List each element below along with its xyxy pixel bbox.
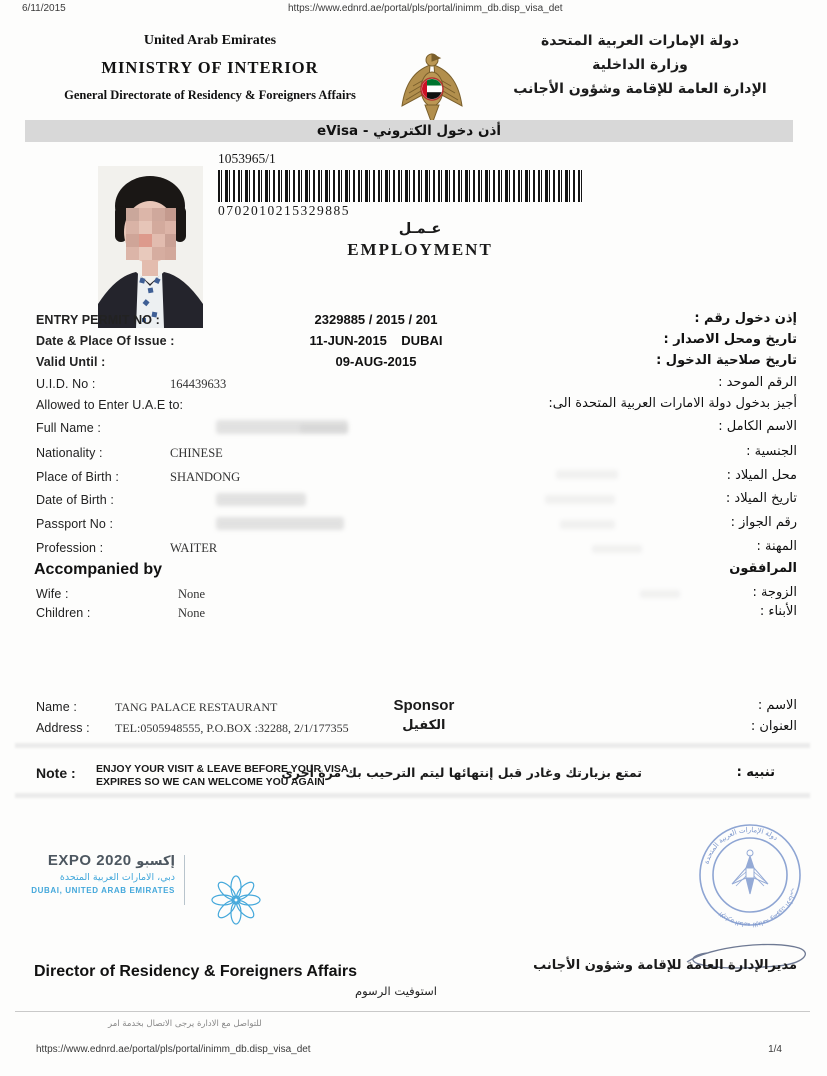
header-english bbox=[30, 33, 390, 103]
issue-date-value: 11-JUN-2015 DUBAI bbox=[309, 333, 443, 348]
expo-title-ar: إكسبو bbox=[136, 854, 175, 869]
fees-collected-note: استوفيت الرسوم bbox=[355, 984, 437, 998]
print-url-bottom: https://www.ednrd.ae/portal/pls/portal/inimm_db.disp_visa_det bbox=[36, 1044, 311, 1055]
profession-label: Profession : bbox=[36, 541, 104, 555]
passport-no-label-ar: رقم الجواز : bbox=[730, 515, 797, 530]
director-title-ar: مديرالإدارة العامة للإقامة وشؤون الأجانب bbox=[533, 958, 797, 973]
note-text-line1: ENJOY YOUR VISIT & LEAVE BEFORE YOUR VISA bbox=[96, 763, 349, 775]
uid-label: U.I.D. No : bbox=[36, 377, 96, 391]
entry-permit-label-ar: إذن دخول رقم : bbox=[694, 311, 797, 326]
pixelated-face bbox=[126, 208, 176, 260]
note-text-line2: EXPIRES SO WE CAN WELCOME YOU AGAIN bbox=[96, 775, 325, 788]
issue-date-label: Date & Place Of Issue : bbox=[36, 334, 175, 348]
ministry-title: MINISTRY OF INTERIOR bbox=[101, 58, 319, 77]
allowed-to-enter-label-ar: أجيز بدخول دولة الامارات العربية المتحدة الى: bbox=[548, 396, 797, 411]
sponsor-name-label-ar: الاسم : bbox=[757, 698, 797, 713]
allowed-to-enter-label: Allowed to Enter U.A.E to: bbox=[36, 398, 184, 412]
children-label-ar: الأبناء : bbox=[759, 604, 797, 619]
scan-bleedthrough bbox=[300, 424, 348, 433]
wife-label-ar: الزوجة : bbox=[752, 585, 797, 600]
directorate-title: General Directorate of Residency & Foreigners Affairs bbox=[64, 88, 356, 102]
date-of-birth-redacted-value bbox=[216, 493, 306, 506]
full-name-label-ar: الاسم الكامل : bbox=[718, 419, 797, 434]
nationality-label-ar: الجنسية : bbox=[746, 444, 797, 459]
evisa-title: أذن دخول الكتروني - eVisa bbox=[316, 123, 502, 139]
country-title: United Arab Emirates bbox=[143, 33, 277, 48]
profession-value: WAITER bbox=[170, 541, 218, 555]
scan-band-top bbox=[15, 743, 810, 748]
scan-bleedthrough bbox=[545, 495, 615, 504]
sponsor-heading-en: Sponsor bbox=[393, 697, 455, 715]
barcode bbox=[218, 170, 583, 202]
expo-rosette-icon bbox=[192, 856, 262, 950]
nationality-label: Nationality : bbox=[36, 446, 103, 460]
nationality-value: CHINESE bbox=[170, 446, 223, 460]
sponsor-address-value: TEL:0505948555, P.O.BOX :32288, 2/1/177355 bbox=[115, 721, 349, 735]
scan-bleedthrough bbox=[556, 470, 618, 479]
passport-no-redacted-value bbox=[216, 517, 344, 530]
scan-bleedthrough bbox=[592, 545, 642, 553]
ministry-title-ar: وزارة الداخلية bbox=[592, 57, 688, 73]
children-value: None bbox=[178, 606, 206, 620]
valid-until-value: 09-AUG-2015 bbox=[335, 354, 417, 369]
accompanied-by-heading-ar: المرافقون bbox=[729, 561, 797, 576]
sponsor-heading-ar: الكفيل bbox=[402, 717, 446, 733]
print-url-top: https://www.ednrd.ae/portal/pls/portal/inimm_db.disp_visa_det bbox=[288, 3, 563, 14]
place-of-birth-label: Place of Birth : bbox=[36, 470, 119, 484]
note-label-ar: تنبيه : bbox=[736, 765, 775, 780]
scan-band-bottom bbox=[15, 793, 810, 798]
entry-permit-value: 2329885 / 2015 / 201 bbox=[314, 312, 438, 327]
issue-date-label-ar: تاريخ ومحل الاصدار : bbox=[663, 332, 797, 347]
file-number: 1053965/1 bbox=[218, 151, 276, 166]
stamp-arc-bottom-text: الإدارة العامة للإقامة وشؤون الأجانب bbox=[717, 887, 797, 929]
wife-label: Wife : bbox=[36, 587, 69, 601]
expo-subtitle-en: DUBAI, UNITED ARAB EMIRATES bbox=[31, 886, 175, 895]
date-of-birth-label: Date of Birth : bbox=[36, 493, 114, 507]
children-label: Children : bbox=[36, 606, 91, 620]
wife-value: None bbox=[178, 587, 206, 601]
profession-label-ar: المهنة : bbox=[756, 539, 797, 554]
uid-value: 164439633 bbox=[170, 377, 227, 391]
footer-divider bbox=[15, 1011, 810, 1012]
sponsor-name-label: Name : bbox=[36, 700, 77, 714]
expo-logo-text bbox=[30, 852, 175, 895]
date-of-birth-label-ar: تاريخ الميلاد : bbox=[725, 491, 797, 506]
note-label: Note : bbox=[36, 765, 76, 781]
place-of-birth-value: SHANDONG bbox=[170, 470, 241, 484]
sponsor-name-value: TANG PALACE RESTAURANT bbox=[115, 700, 278, 714]
scan-bleedthrough bbox=[640, 590, 680, 598]
director-title-en: Director of Residency & Foreigners Affairs bbox=[34, 963, 358, 980]
valid-until-label-ar: تاريخ صلاحية الدخول : bbox=[656, 353, 797, 368]
sponsor-heading bbox=[300, 679, 530, 753]
sponsor-address-label: Address : bbox=[36, 721, 90, 735]
expo-subtitle-ar: دبي، الامارات العربية المتحدة bbox=[59, 872, 175, 883]
expo-divider bbox=[184, 855, 185, 905]
expo-title: EXPO 2020 bbox=[47, 852, 132, 869]
header-arabic bbox=[480, 33, 800, 105]
valid-until-label: Valid Until : bbox=[36, 355, 106, 369]
passport-no-label: Passport No : bbox=[36, 517, 114, 531]
scan-bleedthrough bbox=[560, 520, 615, 529]
visa-type-english: EMPLOYMENT bbox=[347, 240, 493, 259]
stamp-arc-top-text: دولة الإمارات العربية المتحدة bbox=[702, 826, 780, 866]
country-title-ar: دولة الإمارات العربية المتحدة bbox=[540, 33, 740, 49]
full-name-label: Full Name : bbox=[36, 421, 102, 435]
svg-text:دولة الإمارات العربية المتحدة bbox=[702, 826, 779, 865]
place-of-birth-label-ar: محل الميلاد : bbox=[726, 468, 797, 483]
barcode-number: 0702010215329885 bbox=[218, 203, 350, 218]
entry-permit-label: ENTRY PERMIT NO : bbox=[36, 313, 160, 327]
visa-type-arabic: عـمـل bbox=[398, 221, 442, 237]
page-number: 1/4 bbox=[768, 1044, 782, 1055]
evisa-title-bar bbox=[25, 120, 793, 142]
accompanied-by-heading: Accompanied by bbox=[34, 561, 163, 578]
print-date: 6/11/2015 bbox=[22, 3, 66, 14]
sponsor-address-label-ar: العنوان : bbox=[750, 719, 797, 734]
contact-note-ar: للتواصل مع الادارة يرجى الاتصال بخدمة امر bbox=[108, 1019, 262, 1029]
stamp-falcon bbox=[732, 850, 768, 894]
note-text-ar: تمتع بزيارتك وغادر قبل إنتهائها ليتم الترحيب بك مرة أخرى bbox=[281, 765, 642, 780]
directorate-title-ar: الإدارة العامة للإقامة وشؤون الأجانب bbox=[513, 81, 767, 97]
uid-label-ar: الرقم الموحد : bbox=[718, 375, 797, 390]
